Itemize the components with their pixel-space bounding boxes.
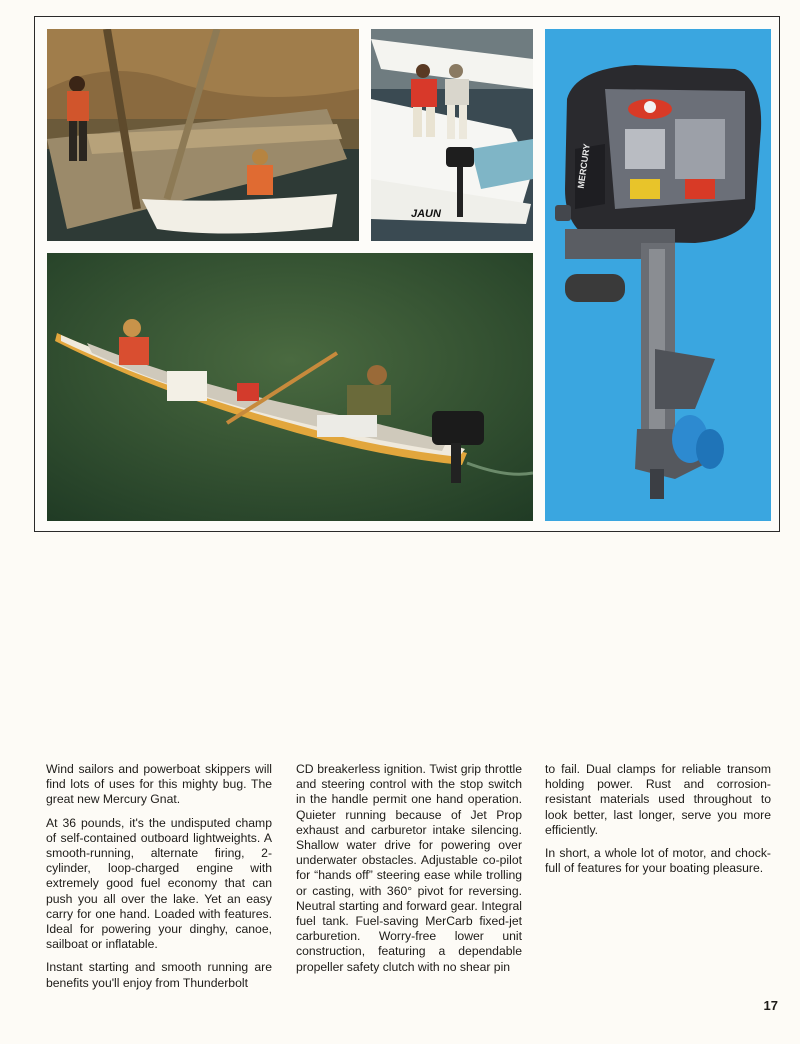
text-column-1: [46, 762, 272, 999]
page-number: 17: [763, 998, 778, 1013]
text-column-2: [296, 762, 522, 983]
motor-photo: [545, 29, 771, 521]
canoe-photo-art: [47, 253, 533, 521]
sailboat-hull-label: JAUN: [411, 208, 441, 220]
photo-frame: [34, 16, 780, 532]
motor-photo-art: [545, 29, 771, 521]
canoe-photo: [47, 253, 533, 521]
text-column-3: [545, 762, 771, 884]
dock-photo: [47, 29, 359, 241]
paragraph: Wind sailors and powerboat skippers will find lots of uses for this mighty bug. The great new Mercury Gnat.: [46, 762, 272, 807]
paragraph: to fail. Dual clamps for reliable transom holding power. Rust and corrosion-resistant materials used throughout to look better, last longer, serve you more efficiently.: [545, 762, 771, 837]
dock-photo-art: [47, 29, 359, 241]
motor-cowl-label: MERCURY: [575, 143, 592, 190]
paragraph: CD breakerless ignition. Twist grip throttle and steering control with the stop switch in the handle permit one hand operation. Quieter running because of Jet Prop exhaust and carburetor intake silencing. Shallow water drive for powering over underwater obstacles. Adjustable co-pilot for “hands off” steering ease while trolling or casting, with 360° pivot for reversing. Neutral starting and forward gear. Integral fuel tank. Fuel-saving MerCarb fixed-jet carburetion. Worry-free lower unit construction, featuring a dependable propeller safety clutch with no shear pin: [296, 762, 522, 974]
paragraph: Instant starting and smooth running are benefits you'll enjoy from Thunderbolt: [46, 960, 272, 990]
paragraph: In short, a whole lot of motor, and chock-full of features for your boating pleasure.: [545, 846, 771, 876]
paragraph: At 36 pounds, it's the undisputed champ of self-contained outboard lightweights. A smooth-running, alternate firing, 2-cylinder, loop-charged engine with extremely good fuel economy that can push you all over the lake. Yet an easy carry for one hand. Loaded with features. Ideal for powering your dinghy, canoe, sailboat or inflatable.: [46, 815, 272, 952]
sailboat-photo-art: [371, 29, 533, 241]
sailboat-photo: [371, 29, 533, 241]
